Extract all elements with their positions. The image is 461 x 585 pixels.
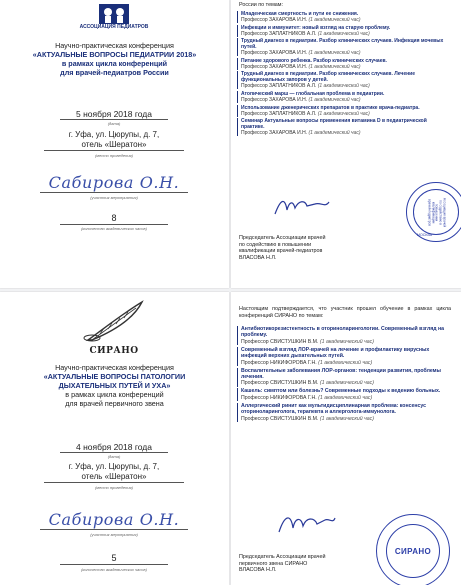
topic-item bbox=[237, 71, 447, 89]
topic-presenter: Профессор ЗАПЛАТНИКОВ А.Л. bbox=[241, 83, 317, 90]
topic-title: Атопический марш — глобальная проблема в педиатрии. bbox=[241, 90, 385, 97]
chair-name: ВЛАСОВА Н.Л. bbox=[239, 567, 277, 574]
place-line: отель «Шератон» bbox=[44, 472, 184, 483]
topics-list bbox=[237, 11, 447, 138]
topic-item bbox=[237, 58, 447, 70]
hours-value: 8 bbox=[60, 213, 168, 225]
title-line: «АКТУАЛЬНЫЕ ВОПРОСЫ ПАТОЛОГИИ bbox=[43, 372, 186, 381]
stamp-text: СИРАНО bbox=[394, 546, 432, 556]
chair-signature-icon bbox=[271, 196, 331, 218]
stamp-city: МОСКВА bbox=[417, 233, 433, 237]
topic-hours: (1 академический час) bbox=[317, 30, 370, 37]
topic-presenter: Профессор ЗАХАРОВА И.Н. bbox=[241, 50, 308, 57]
chair-line: первичного звена СИРАНО bbox=[239, 560, 308, 567]
title-line: в рамках цикла конференций bbox=[61, 59, 168, 68]
title-line: в рамках цикла конференций bbox=[65, 390, 164, 399]
topic-hours: (1 академический час) bbox=[318, 359, 373, 366]
place-line: г. Уфа, ул. Цюрупы, д. 7, bbox=[68, 462, 160, 471]
topic-hours: (1 академический час) bbox=[308, 96, 361, 103]
participant-caption: (участник мероприятия) bbox=[90, 195, 138, 200]
topic-title: Современный взгляд ЛОР-врачей на лечение и профилактику вирусных инфекций верхних дыхательных путей. bbox=[241, 346, 430, 360]
topic-presenter: Профессор НИКИФОРОВА Г.Н. bbox=[241, 394, 317, 401]
topic-hours: (1 академический час) bbox=[317, 110, 370, 117]
topic-title: Младенческая смертность и пути ее снижения. bbox=[241, 11, 359, 17]
event-place bbox=[44, 462, 184, 483]
topic-presenter: Профессор ЗАХАРОВА И.Н. bbox=[241, 96, 308, 103]
event-date: 4 ноября 2018 года bbox=[60, 442, 168, 453]
conference-title bbox=[8, 41, 221, 77]
topic-presenter: Профессор ЗАХАРОВА И.Н. bbox=[241, 17, 308, 23]
cert2-left-page bbox=[0, 292, 229, 585]
hours-caption: (количество академических часов) bbox=[81, 567, 147, 572]
topic-title: Кашель: симптом или болезнь? Современные подходы к ведению больных. bbox=[241, 388, 441, 395]
topic-title: Аллергический ринит как мультидисциплинарная проблема: консенсус оториноларинголога, терапевта и аллерголога-иммунолога. bbox=[241, 402, 427, 416]
hours-caption: (количество академических часов) bbox=[81, 226, 147, 231]
topic-item bbox=[237, 368, 449, 387]
logo-text: АССОЦИАЦИЯ ПЕДИАТРОВ bbox=[79, 24, 149, 30]
chair-signature-icon bbox=[275, 510, 337, 538]
stamp-ring bbox=[386, 524, 440, 578]
topic-title: Семинар Актуальные вопросы применения витамина D в педиатрической практике. bbox=[241, 118, 427, 131]
date-caption: (дата) bbox=[107, 454, 121, 459]
topic-presenter: Профессор СВИСТУШКИН В.М. bbox=[241, 415, 319, 422]
place-line: г. Уфа, ул. Цюрупы, д. 7, bbox=[68, 130, 160, 139]
topic-hours: (1 академический час) bbox=[308, 50, 361, 57]
topic-hours: (1 академический час) bbox=[319, 380, 374, 387]
topic-title: Антибиотикорезистентность в оториноларингологии. Современный взгляд на проблему. bbox=[241, 326, 445, 339]
topic-hours: (1 академический час) bbox=[308, 130, 361, 137]
participant-signature: Сабирова О.Н. bbox=[40, 511, 188, 530]
topic-hours: (1 академический час) bbox=[318, 394, 373, 401]
cert1-left-page bbox=[0, 0, 229, 288]
title-line: Научно-практическая конференция bbox=[55, 363, 174, 372]
event-place bbox=[44, 130, 184, 151]
chair-line: Председатель Ассоциации врачей bbox=[239, 235, 326, 241]
topic-presenter: Профессор ЗАПЛАТНИКОВ А.Л. bbox=[241, 110, 317, 117]
sirano-stamp bbox=[376, 514, 450, 585]
topic-presenter: Профессор ЗАХАРОВА И.Н. bbox=[241, 63, 308, 70]
chair-line: Председатель Ассоциации врачей bbox=[239, 554, 326, 560]
chair-block bbox=[239, 235, 325, 261]
topic-presenter: Профессор ЗАХАРОВА И.Н. bbox=[241, 130, 308, 137]
sirano-feather-logo-icon bbox=[82, 300, 146, 344]
sirano-logo-text: СИРАНО bbox=[89, 346, 139, 356]
date-caption: (дата) bbox=[107, 121, 121, 126]
topic-item bbox=[237, 326, 449, 345]
title-line: ДЫХАТЕЛЬНЫХ ПУТЕЙ И УХА» bbox=[58, 381, 171, 390]
topic-item bbox=[237, 91, 447, 103]
conference-title bbox=[8, 363, 221, 408]
topic-title: Трудный диагноз в педиатрии. Разбор клинических случаев. Лечение функциональных запоров у детей. bbox=[241, 71, 415, 84]
event-date: 5 ноября 2018 года bbox=[60, 109, 168, 120]
topic-presenter: Профессор СВИСТУШКИН В.М. bbox=[241, 380, 319, 387]
intro-text: России по темам: bbox=[239, 2, 283, 8]
topic-item bbox=[237, 105, 447, 117]
topic-item bbox=[237, 388, 449, 401]
topics-list bbox=[237, 326, 449, 424]
cert1-right-page bbox=[231, 0, 461, 288]
chair-name: ВЛАСОВА Н.Л. bbox=[239, 254, 277, 261]
topic-item bbox=[237, 11, 447, 23]
topic-title: Трудный диагноз в педиатрии. Разбор клинических случаев. Инфекция мочевых путей. bbox=[241, 38, 444, 51]
chair-line: квалификации врачей-педиатров bbox=[239, 248, 323, 255]
topic-presenter: Профессор СВИСТУШКИН В.М. bbox=[241, 338, 319, 345]
participant-caption: (участник мероприятия) bbox=[90, 532, 138, 537]
association-logo-icon bbox=[91, 3, 137, 35]
topic-presenter: Профессор ЗАПЛАТНИКОВ А.Л. bbox=[241, 30, 317, 37]
association-stamp bbox=[406, 182, 461, 242]
chair-block bbox=[239, 554, 325, 574]
topic-hours: (1 академический час) bbox=[308, 17, 361, 23]
topic-hours: (1 академический час) bbox=[319, 338, 374, 345]
topic-presenter: Профессор НИКИФОРОВА Г.Н. bbox=[241, 359, 317, 366]
participant-signature: Сабирова О.Н. bbox=[40, 174, 188, 193]
stamp-text: Ассоциация врачей по содействию в повышении квалификации врачей-педиатров bbox=[427, 197, 447, 227]
cert2-right-page bbox=[231, 292, 461, 585]
title-line: для врачей-педиатров России bbox=[60, 68, 169, 77]
place-caption: (место проведения) bbox=[94, 153, 134, 158]
title-line: «АКТУАЛЬНЫЕ ВОПРОСЫ ПЕДИАТРИИ 2018» bbox=[32, 50, 197, 59]
place-line: отель «Шератон» bbox=[44, 140, 184, 151]
topic-hours: (1 академический час) bbox=[319, 415, 374, 422]
topic-title: Инфекции и иммунитет: новый взгляд на старую проблему. bbox=[241, 24, 391, 31]
topic-item bbox=[237, 118, 447, 136]
topic-item bbox=[237, 25, 447, 37]
topic-title: Воспалительные заболевания ЛОР-органов: тенденции развития, проблемы лечения. bbox=[241, 367, 441, 381]
topic-hours: (1 академический час) bbox=[308, 63, 361, 70]
topic-item bbox=[237, 38, 447, 56]
chair-line: по содействию в повышении bbox=[239, 241, 312, 248]
topic-item bbox=[237, 403, 449, 422]
title-line: для врачей первичного звена bbox=[65, 399, 164, 408]
intro-text: Настоящим подтверждается, что участник прошел обучение в рамках цикла конференций СИРАНО по темам: bbox=[239, 306, 451, 319]
place-caption: (место проведения) bbox=[94, 485, 134, 490]
topic-title: Использование дженерических препаратов в практике врача-педиатра. bbox=[241, 104, 420, 111]
title-line: Научно-практическая конференция bbox=[55, 41, 174, 50]
topic-item bbox=[237, 347, 449, 366]
topic-title: Питание здорового ребенка. Разбор клинических случаев. bbox=[241, 57, 387, 64]
hours-value: 5 bbox=[60, 553, 168, 565]
topic-hours: (1 академический час) bbox=[317, 83, 370, 90]
